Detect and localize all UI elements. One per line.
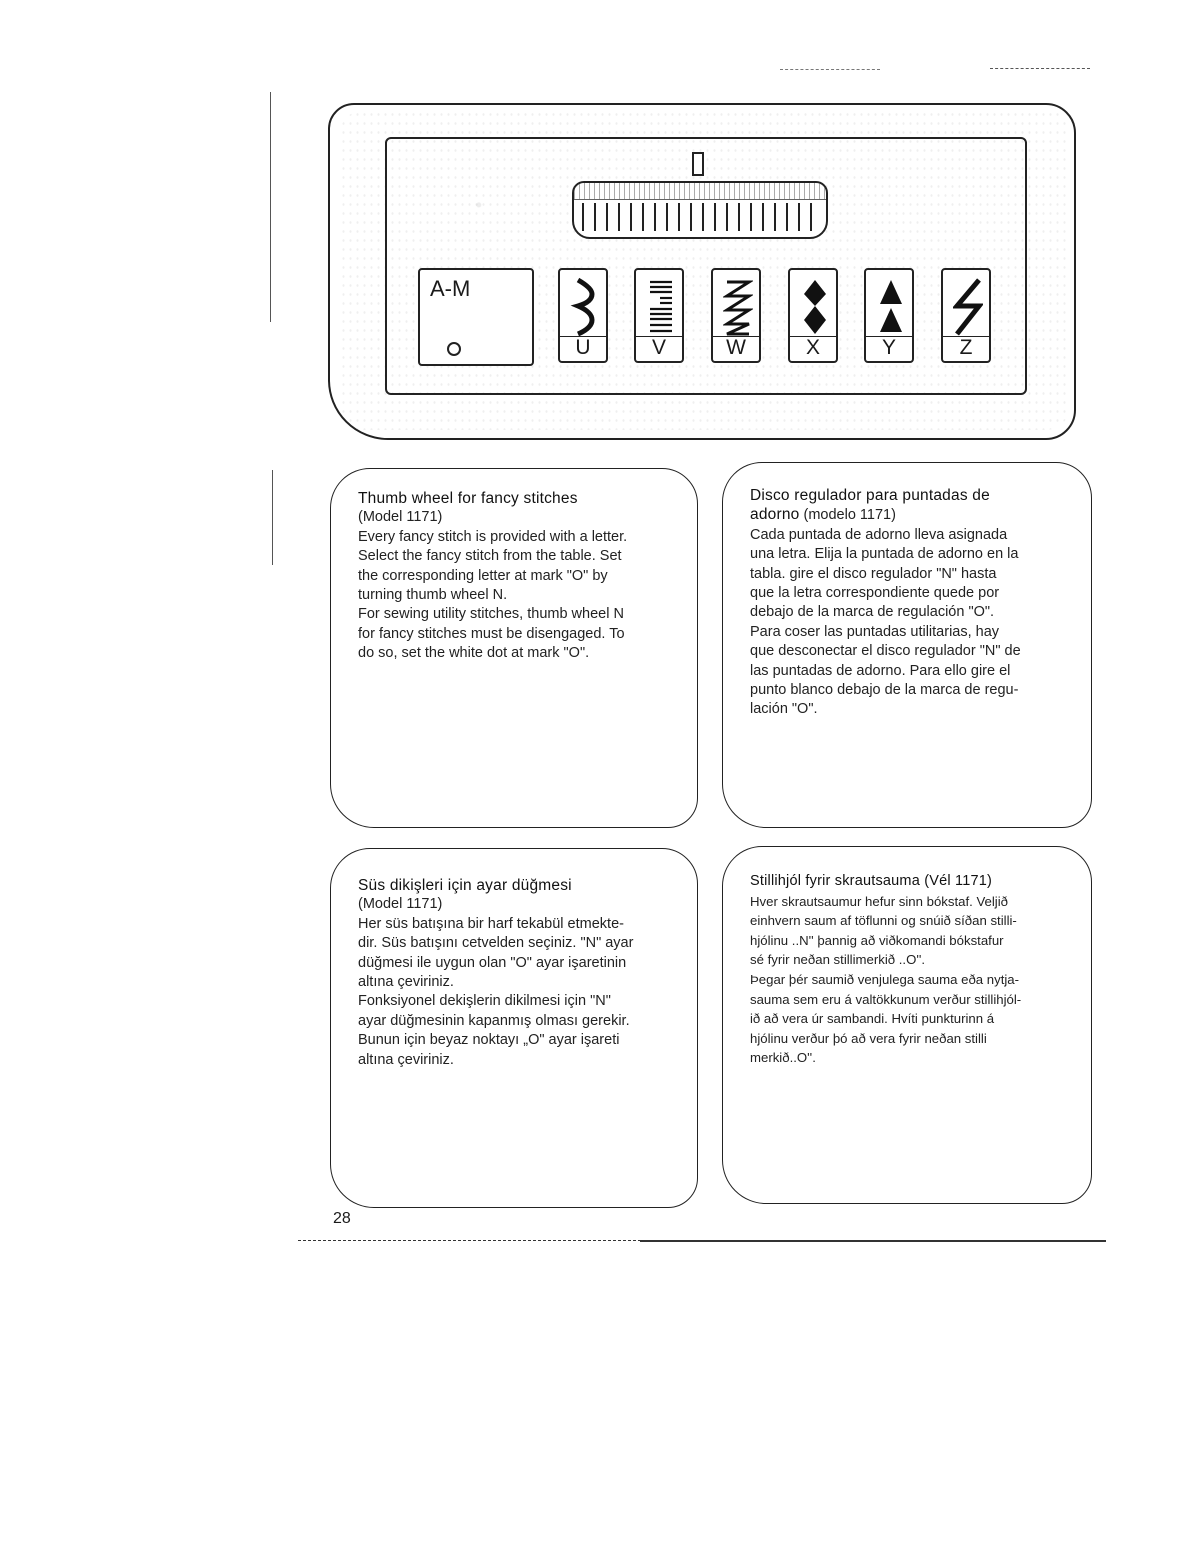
icelandic-title: Stillihjól fyrir skrautsauma (Vél 1171) xyxy=(750,873,993,889)
turkish-body: Her süs batışına bir harf tekabül etmekte- dir. Süs batışını cetvelden seçiniz. "N" ayar düğmesi ile uygun olan "O" ayar işaretinin altına çeviriniz. Fonksiyonel dekişlerin dikilmesi için "N" ayar düğmesinin kapanmış olması gerekir. Bunun için beyaz noktayı „O" ayar işareti altına çeviriniz. xyxy=(358,915,634,1068)
turkish-section xyxy=(358,876,688,1070)
turkish-subtitle: (Model 1171) xyxy=(358,896,443,913)
stitch-window-w xyxy=(711,268,761,363)
stitch-letter: U xyxy=(560,336,606,359)
left-margin-line xyxy=(270,92,271,322)
spanish-section xyxy=(750,486,1080,720)
top-scan-rule xyxy=(990,68,1090,69)
stitch-window-x xyxy=(788,268,838,363)
stitch-letter: W xyxy=(713,336,759,359)
am-label: A-M xyxy=(430,276,471,301)
stitch-window-v xyxy=(634,268,684,363)
stitch-letter: Z xyxy=(943,336,989,359)
left-margin-line xyxy=(272,470,273,565)
stitch-pattern-icon xyxy=(800,276,830,336)
stitch-window-z xyxy=(941,268,991,363)
stitch-window-u xyxy=(558,268,608,363)
bottom-rule xyxy=(640,1240,1106,1242)
spanish-body: Cada puntada de adorno lleva asignada una letra. Elija la puntada de adorno en la tabla. gire el disco regulador "N" hasta que la letra correspondiente quede por debajo de la marca de regulación "O". Para coser las puntadas utilitarias, hay que desconectar el disco regulador "N" de las puntadas de adorno. Para ello gire el punto blanco debajo de la marca de regu- lación "O". xyxy=(750,526,1021,718)
turkish-title: Süs dikişleri için ayar düğmesi xyxy=(358,877,572,894)
stitch-letter: X xyxy=(790,336,836,359)
spanish-title: Disco regulador para puntadas de xyxy=(750,487,990,504)
page-number: 28 xyxy=(333,1210,351,1227)
spanish-subtitle: (modelo 1171) xyxy=(803,507,896,524)
setting-mark xyxy=(692,152,704,176)
english-title: Thumb wheel for fancy stitches xyxy=(358,490,578,507)
stitch-pattern-icon xyxy=(876,276,906,336)
stitch-letter: V xyxy=(636,336,682,359)
english-body: Every fancy stitch is provided with a letter. Select the fancy stitch from the table. Set the corresponding letter at mark "O" by turning thumb wheel N. For sewing utility stitches, thumb wheel N for fancy stitches must be disengaged. To do so, set the white dot at mark "O". xyxy=(358,528,628,662)
top-scan-rule xyxy=(780,69,880,70)
icelandic-section xyxy=(750,872,1080,1068)
white-dot-icon xyxy=(447,342,461,356)
english-section xyxy=(358,489,688,664)
stitch-pattern-icon xyxy=(723,276,753,336)
stitch-pattern-icon xyxy=(570,276,600,336)
english-subtitle: (Model 1171) xyxy=(358,509,443,526)
stitch-pattern-icon xyxy=(953,276,983,336)
stitch-pattern-icon xyxy=(646,276,676,336)
icelandic-body: Hver skrautsaumur hefur sinn bókstaf. Veljið einhvern saum af töflunni og snúið síðan stilli- hjólinu ..N'' þannig að viðkomandi bókstafur sé fyrir neðan stillimerkið ..O''. Þegar þér saumið venjulega sauma eða nytja- sauma sem eru á valtökkunum verður stillihjól- ið að vera úr sambandi. Hvíti punkturinn á hjólinu verður þó að vera fyrir neðan stilli merkið..O''. xyxy=(750,893,1022,1066)
spanish-title-line2: adorno xyxy=(750,506,800,524)
thumb-wheel xyxy=(572,181,828,239)
stitch-letter: Y xyxy=(866,336,912,359)
stitch-window-y xyxy=(864,268,914,363)
